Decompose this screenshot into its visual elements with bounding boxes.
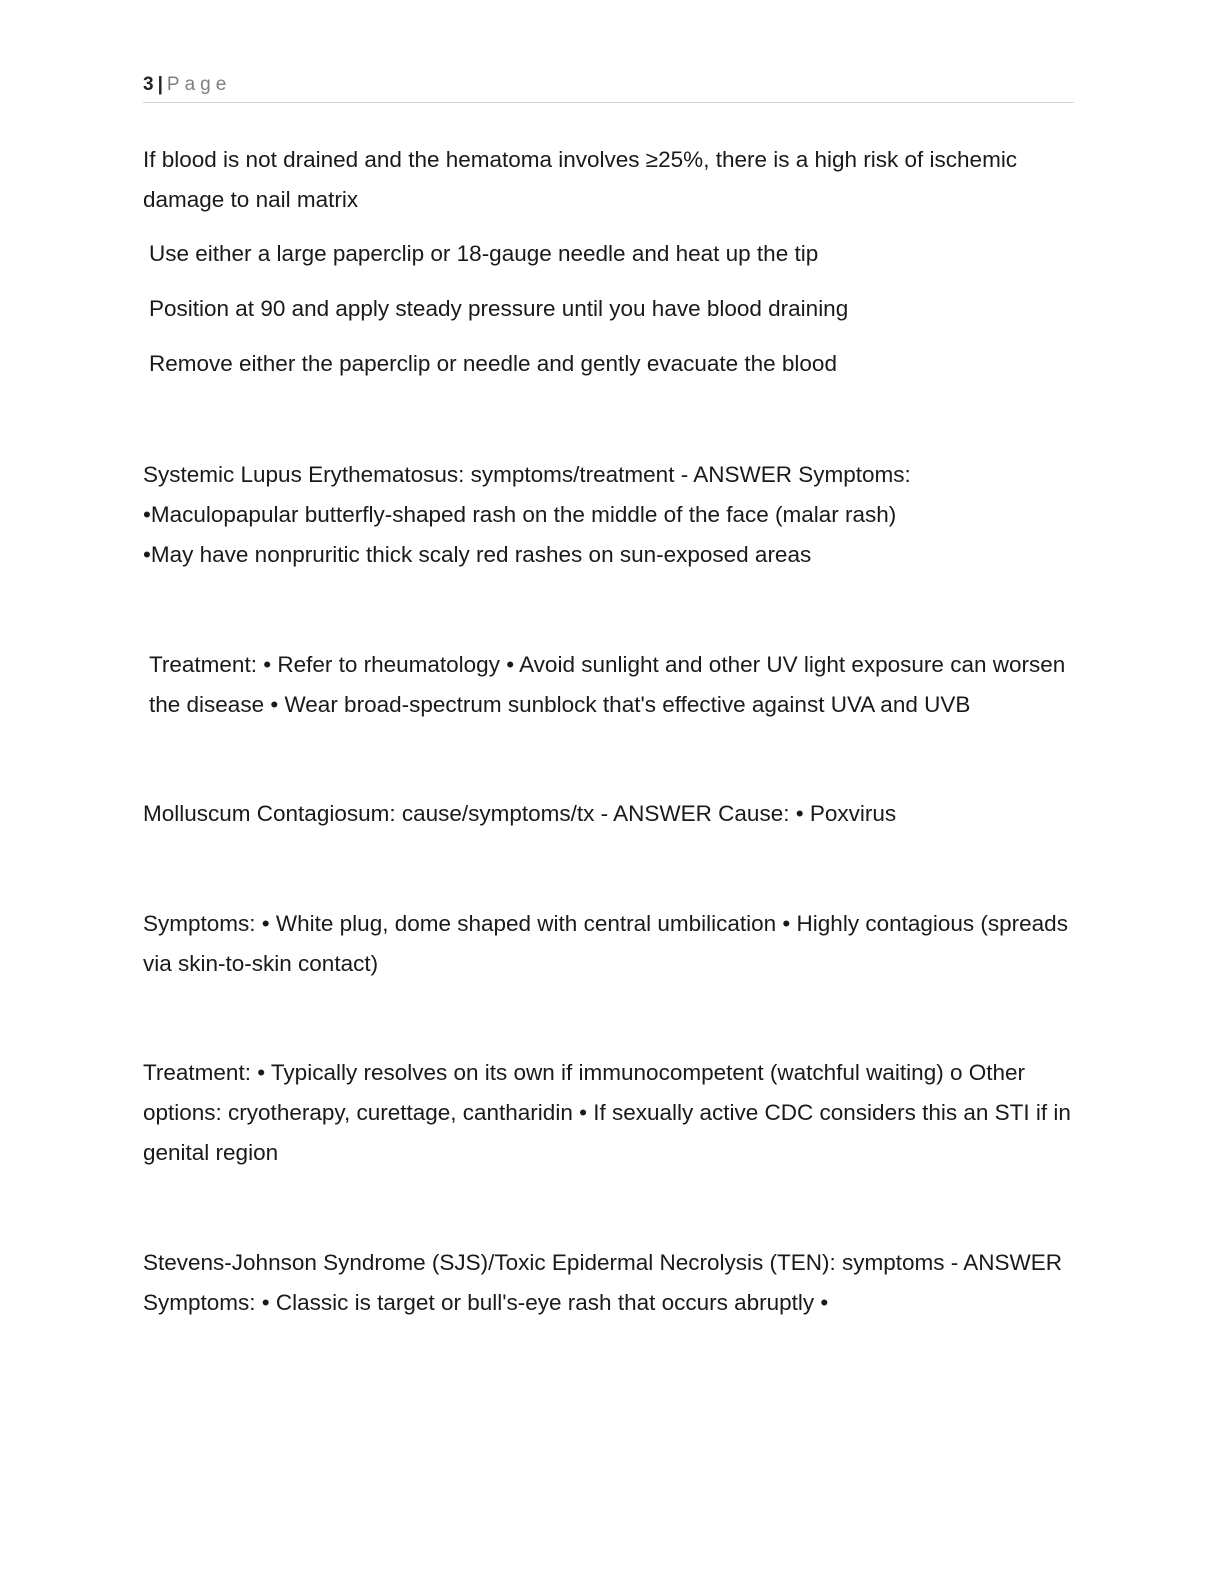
page-number: 3 [143, 74, 154, 95]
paragraph-sjs-symptoms: Stevens-Johnson Syndrome (SJS)/Toxic Epidermal Necrolysis (TEN): symptoms - ANSWER Symptoms: • Classic is target or bull's-eye rash that occurs abruptly • [143, 1250, 1062, 1315]
paragraph-molluscum-treatment: Treatment: • Typically resolves on its own if immunocompetent (watchful waiting) o Other options: cryotherapy, curettage, cantharidin • If sexually active CDC considers this an STI if in genital region [143, 1060, 1071, 1165]
paragraph-step-remove: Remove either the paperclip or needle and gently evacuate the blood [149, 351, 837, 376]
paragraph-step-position: Position at 90 and apply steady pressure until you have blood draining [149, 296, 849, 321]
paragraph-molluscum-symptoms: Symptoms: • White plug, dome shaped with central umbilication • Highly contagious (spreads via skin-to-skin contact) [143, 911, 1068, 976]
page-label: Page [166, 74, 232, 95]
document-body [143, 140, 1073, 1323]
lupus-symptoms-block [143, 455, 1073, 575]
page-header [143, 74, 1074, 103]
page-separator: | [157, 74, 163, 95]
paragraph-step-heat-tip: Use either a large paperclip or 18-gauge needle and heat up the tip [149, 241, 819, 266]
paragraph-lupus-treatment: Treatment: • Refer to rheumatology • Avoid sunlight and other UV light exposure can worsen the disease • Wear broad-spectrum sunblock that's effective against UVA and UVB [149, 652, 1066, 717]
paragraph-hematoma-risk: If blood is not drained and the hematoma involves ≥25%, there is a high risk of ischemic damage to nail matrix [143, 147, 1018, 212]
paragraph-molluscum-cause: Molluscum Contagiosum: cause/symptoms/tx - ANSWER Cause: • Poxvirus [143, 801, 897, 826]
paragraph-lupus-heading: Systemic Lupus Erythematosus: symptoms/treatment - ANSWER Symptoms: •Maculopapular butterfly-shaped rash on the middle of the face (malar rash) •May have nonpruritic thick scaly red rashes on sun-exposed areas [143, 462, 911, 567]
